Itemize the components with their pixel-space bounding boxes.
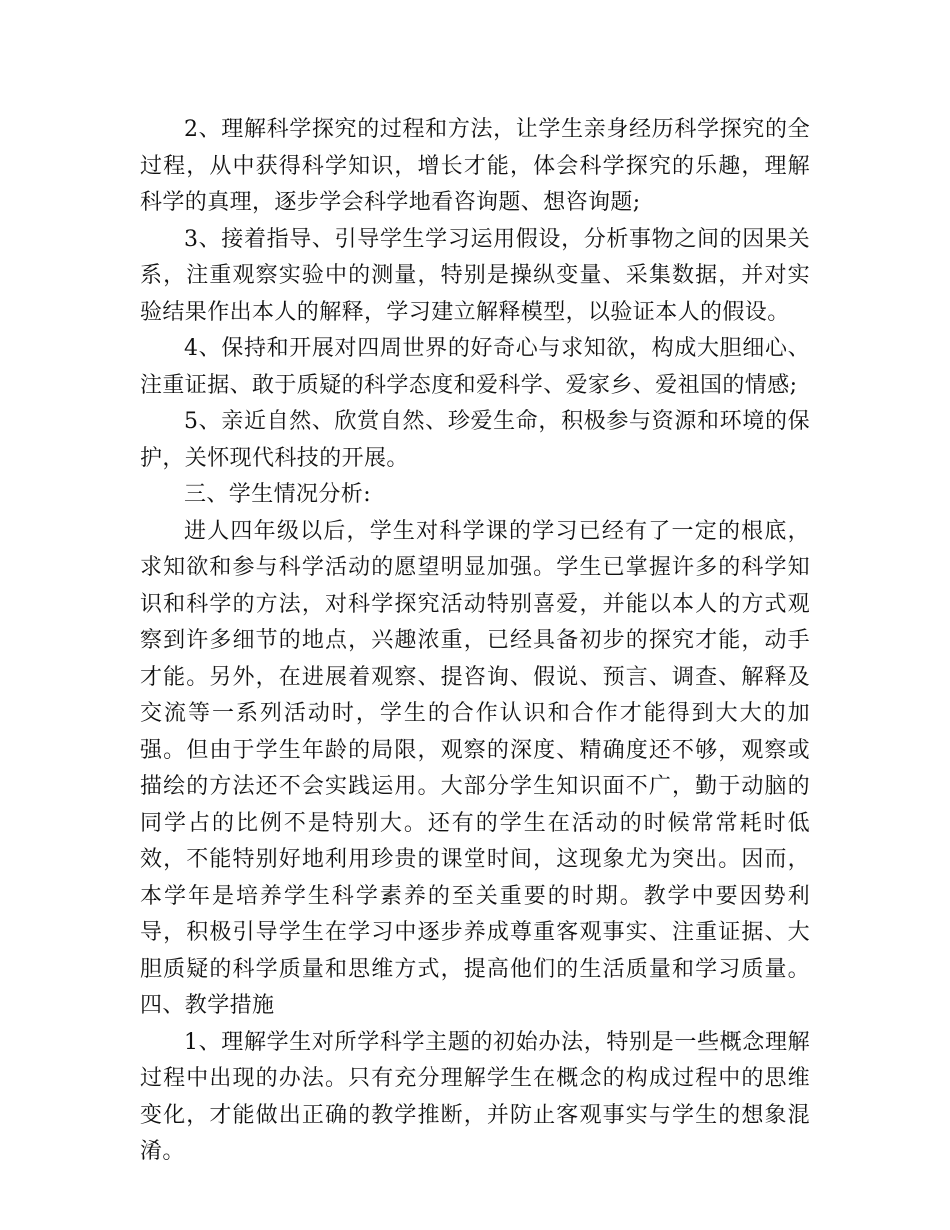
paragraph-goal-2: 2、理解科学探究的过程和方法，让学生亲身经历科学探究的全过程，从中获得科学知识，增长才能，体会科学探究的乐趣，理解科学的真理，逐步学会科学地看咨询题、想咨询题; — [140, 117, 810, 215]
paragraph-measure-1: 1、理解学生对所学科学主题的初始办法，特别是一些概念理解过程中出现的办法。只有充分理解学生在概念的构成过程中的思维变化，才能做出正确的教学推断，并防止客观事实与学生的想象混淆。 — [140, 1029, 810, 1164]
paragraph-goal-4: 4、保持和开展对四周世界的好奇心与求知欲，构成大胆细心、注重证据、敢于质疑的科学态度和爱科学、爱家乡、爱祖国的情感; — [140, 336, 810, 398]
paragraph-student-analysis: 进人四年级以后，学生对科学课的学习已经有了一定的根底，求知欲和参与科学活动的愿望明显加强。学生已掌握许多的科学知识和科学的方法，对科学探究活动特别喜爱，并能以本人的方式观察到许多细节的地点，兴趣浓重，已经具备初步的探究才能，动手才能。另外，在进展着观察、提咨询、假说、预言、调查、解释及交流等一系列活动时，学生的合作认识和合作才能得到大大的加强。但由于学生年龄的局限，观察的深度、精确度还不够，观察或描绘的方法还不会实践运用。大部分学生知识面不广，勤于动脑的同学占的比例不是特别大。还有的学生在活动的时候常常耗时低效，不能特别好地利用珍贵的课堂时间，这现象尤为突出。因而，本学年是培养学生科学素养的至关重要的时期。教学中要因势利导，积极引导学生在学习中逐步养成尊重客观事实、注重证据、大胆质疑的科学质量和思维方式，提高他们的生活质量和学习质量。 四、教学措施 — [140, 518, 810, 1018]
paragraph-goal-5: 5、亲近自然、欣赏自然、珍爱生命，积极参与资源和环境的保护，关怀现代科技的开展。 — [140, 409, 810, 471]
paragraph-goal-3: 3、接着指导、引导学生学习运用假设，分析事物之间的因果关系，注重观察实验中的测量，特别是操纵变量、采集数据，并对实验结果作出本人的解释，学习建立解释模型，以验证本人的假设。 — [140, 226, 810, 325]
document-body — [140, 112, 810, 1171]
section-heading-student-analysis: 三、学生情况分析: — [184, 482, 372, 507]
